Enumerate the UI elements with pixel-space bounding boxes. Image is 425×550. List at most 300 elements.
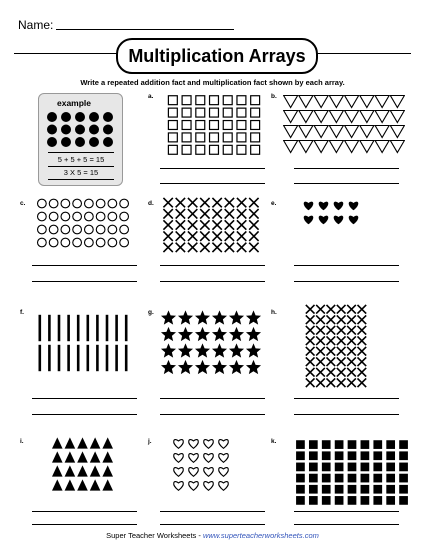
- square-shape: [237, 96, 246, 105]
- problem-letter: k.: [271, 438, 277, 445]
- bar-shape: [48, 345, 51, 371]
- triangle-up-shape: [90, 465, 101, 476]
- triangle-up-shape: [90, 479, 101, 490]
- x-shape: [176, 243, 185, 252]
- heart-shape: [319, 202, 329, 211]
- x-shape: [316, 357, 325, 366]
- circle-shape: [73, 225, 82, 234]
- heart-outline-shape: [189, 468, 199, 477]
- x-shape: [200, 231, 209, 240]
- square-shape: [168, 108, 177, 117]
- square-shape: [223, 145, 232, 154]
- square-filled-shape: [335, 485, 344, 494]
- x-shape: [188, 209, 197, 218]
- x-shape: [188, 231, 197, 240]
- example-dot: [89, 137, 99, 147]
- x-shape: [237, 243, 246, 252]
- triangle-down-shape: [345, 126, 359, 138]
- x-shape: [200, 209, 209, 218]
- footer-link[interactable]: www.superteacherworksheets.com: [202, 531, 319, 540]
- x-shape: [337, 347, 346, 356]
- x-shape: [237, 231, 246, 240]
- square-shape: [182, 96, 191, 105]
- triangle-down-shape: [314, 96, 328, 108]
- answer-line[interactable]: [160, 524, 265, 525]
- x-shape: [357, 315, 366, 324]
- triangle-up-shape: [102, 465, 113, 476]
- circle-shape: [49, 225, 58, 234]
- square-filled-shape: [386, 474, 395, 483]
- array-square-filled: [294, 439, 410, 506]
- array-x: [162, 197, 260, 253]
- x-shape: [347, 336, 356, 345]
- heart-outline-shape: [219, 440, 229, 449]
- x-shape: [212, 198, 221, 207]
- square-shape: [223, 108, 232, 117]
- square-filled-shape: [399, 440, 408, 449]
- square-filled-shape: [322, 463, 331, 472]
- triangle-down-shape: [299, 126, 313, 138]
- heart-outline-shape: [219, 482, 229, 491]
- circle-shape: [108, 199, 117, 208]
- circle-shape: [73, 238, 82, 247]
- x-shape: [163, 220, 172, 229]
- heart-outline-shape: [204, 440, 214, 449]
- x-shape: [347, 315, 356, 324]
- answer-line[interactable]: [294, 511, 399, 512]
- triangle-down-shape: [360, 141, 374, 153]
- circle-shape: [85, 225, 94, 234]
- triangle-down-shape: [314, 111, 328, 123]
- star-shape: [161, 310, 176, 324]
- x-shape: [225, 220, 234, 229]
- x-shape: [306, 315, 315, 324]
- example-dot: [61, 125, 71, 135]
- square-filled-shape: [399, 463, 408, 472]
- square-filled-shape: [373, 496, 382, 505]
- square-shape: [251, 121, 260, 130]
- circle-shape: [96, 225, 105, 234]
- square-shape: [196, 108, 205, 117]
- triangle-up-shape: [102, 437, 113, 448]
- star-shape: [195, 310, 210, 324]
- square-filled-shape: [399, 485, 408, 494]
- example-addition-fact: 5 + 5 + 5 = 15: [57, 155, 105, 164]
- triangle-up-shape: [102, 479, 113, 490]
- x-shape: [249, 243, 258, 252]
- bar-shape: [87, 315, 90, 341]
- answer-line[interactable]: [294, 168, 399, 169]
- circle-shape: [108, 238, 117, 247]
- triangle-down-shape: [375, 96, 389, 108]
- heart-shape: [334, 216, 344, 225]
- triangle-up-shape: [65, 437, 76, 448]
- answer-line[interactable]: [160, 414, 265, 415]
- circle-shape: [96, 238, 105, 247]
- bar-shape: [87, 345, 90, 371]
- x-shape: [337, 305, 346, 314]
- bar-shape: [77, 345, 80, 371]
- answer-line[interactable]: [32, 398, 137, 399]
- star-shape: [212, 360, 227, 374]
- triangle-down-shape: [299, 141, 313, 153]
- bar-shape: [48, 315, 51, 341]
- triangle-down-shape: [284, 111, 298, 123]
- square-shape: [237, 108, 246, 117]
- answer-line[interactable]: [160, 281, 265, 282]
- triangle-up-shape: [52, 465, 63, 476]
- bar-shape: [39, 315, 42, 341]
- x-shape: [225, 231, 234, 240]
- square-filled-shape: [296, 463, 305, 472]
- square-filled-shape: [373, 474, 382, 483]
- example-line-3: [48, 179, 114, 180]
- triangle-up-shape: [65, 451, 76, 462]
- x-shape: [357, 368, 366, 377]
- x-shape: [357, 336, 366, 345]
- x-shape: [326, 315, 335, 324]
- bar-shape: [39, 345, 42, 371]
- square-filled-shape: [322, 474, 331, 483]
- star-shape: [178, 327, 193, 341]
- triangle-up-shape: [77, 451, 88, 462]
- heart-outline-shape: [189, 454, 199, 463]
- circle-shape: [85, 212, 94, 221]
- square-filled-shape: [386, 485, 395, 494]
- answer-line[interactable]: [160, 511, 265, 512]
- square-shape: [168, 133, 177, 142]
- heart-shape: [349, 216, 359, 225]
- square-shape: [210, 133, 219, 142]
- square-shape: [223, 121, 232, 130]
- answer-line[interactable]: [160, 398, 265, 399]
- triangle-down-shape: [329, 141, 343, 153]
- heart-outline-shape: [189, 482, 199, 491]
- example-dot: [103, 125, 113, 135]
- problem-letter: d.: [148, 200, 154, 207]
- x-shape: [316, 368, 325, 377]
- square-filled-shape: [335, 496, 344, 505]
- heart-outline-shape: [174, 440, 184, 449]
- square-shape: [182, 133, 191, 142]
- x-shape: [326, 336, 335, 345]
- answer-line[interactable]: [32, 524, 137, 525]
- square-filled-shape: [373, 463, 382, 472]
- x-shape: [316, 378, 325, 387]
- array-star: [160, 310, 262, 376]
- square-shape: [182, 121, 191, 130]
- answer-line[interactable]: [32, 281, 137, 282]
- bar-shape: [67, 315, 70, 341]
- square-filled-shape: [335, 463, 344, 472]
- square-shape: [196, 121, 205, 130]
- x-shape: [200, 243, 209, 252]
- problem-letter: h.: [271, 309, 277, 316]
- square-shape: [210, 121, 219, 130]
- x-shape: [357, 378, 366, 387]
- square-shape: [237, 145, 246, 154]
- heart-outline-shape: [174, 468, 184, 477]
- x-shape: [163, 198, 172, 207]
- x-shape: [347, 305, 356, 314]
- x-shape: [326, 378, 335, 387]
- x-shape: [306, 368, 315, 377]
- heart-outline-shape: [204, 482, 214, 491]
- triangle-up-shape: [52, 451, 63, 462]
- square-filled-shape: [386, 451, 395, 460]
- square-filled-shape: [309, 496, 318, 505]
- page-title: Multiplication Arrays: [116, 38, 318, 74]
- circle-shape: [49, 199, 58, 208]
- triangle-down-shape: [360, 111, 374, 123]
- answer-line[interactable]: [294, 183, 399, 184]
- square-shape: [210, 145, 219, 154]
- answer-line[interactable]: [160, 183, 265, 184]
- x-shape: [188, 243, 197, 252]
- triangle-down-shape: [314, 126, 328, 138]
- x-shape: [249, 231, 258, 240]
- x-shape: [163, 243, 172, 252]
- triangle-down-shape: [329, 111, 343, 123]
- star-shape: [229, 310, 244, 324]
- x-shape: [200, 198, 209, 207]
- square-shape: [251, 133, 260, 142]
- square-filled-shape: [335, 474, 344, 483]
- example-dot: [47, 125, 57, 135]
- star-shape: [178, 310, 193, 324]
- answer-line[interactable]: [294, 281, 399, 282]
- square-filled-shape: [296, 440, 305, 449]
- star-shape: [246, 360, 261, 374]
- x-shape: [326, 347, 335, 356]
- problem-letter: a.: [148, 93, 154, 100]
- x-shape: [357, 357, 366, 366]
- triangle-up-shape: [102, 451, 113, 462]
- triangle-down-shape: [360, 126, 374, 138]
- x-shape: [357, 305, 366, 314]
- square-shape: [237, 133, 246, 142]
- x-shape: [237, 209, 246, 218]
- square-filled-shape: [322, 496, 331, 505]
- answer-line[interactable]: [294, 524, 399, 525]
- x-shape: [357, 347, 366, 356]
- square-filled-shape: [361, 451, 370, 460]
- square-shape: [182, 145, 191, 154]
- triangle-down-shape: [390, 96, 404, 108]
- square-filled-shape: [296, 496, 305, 505]
- x-shape: [337, 357, 346, 366]
- bar-shape: [125, 315, 128, 341]
- x-shape: [249, 209, 258, 218]
- x-shape: [316, 347, 325, 356]
- heart-shape: [349, 202, 359, 211]
- circle-shape: [108, 212, 117, 221]
- x-shape: [326, 305, 335, 314]
- square-filled-shape: [322, 440, 331, 449]
- x-shape: [237, 198, 246, 207]
- answer-line[interactable]: [32, 511, 137, 512]
- problem-letter: c.: [20, 200, 26, 207]
- square-filled-shape: [322, 485, 331, 494]
- x-shape: [306, 378, 315, 387]
- x-shape: [347, 347, 356, 356]
- x-shape: [225, 209, 234, 218]
- example-dot: [89, 112, 99, 122]
- circle-shape: [38, 225, 47, 234]
- x-shape: [337, 368, 346, 377]
- square-shape: [210, 96, 219, 105]
- x-shape: [337, 326, 346, 335]
- star-shape: [212, 343, 227, 357]
- square-filled-shape: [296, 474, 305, 483]
- array-heart: [301, 198, 361, 226]
- array-heart-outline: [171, 436, 231, 492]
- x-shape: [200, 220, 209, 229]
- heart-outline-shape: [174, 454, 184, 463]
- square-shape: [223, 133, 232, 142]
- array-x: [305, 304, 367, 388]
- star-shape: [161, 360, 176, 374]
- x-shape: [212, 209, 221, 218]
- answer-line[interactable]: [294, 265, 399, 266]
- problem-letter: j.: [148, 438, 152, 445]
- square-filled-shape: [309, 474, 318, 483]
- x-shape: [212, 243, 221, 252]
- square-shape: [210, 108, 219, 117]
- square-filled-shape: [309, 463, 318, 472]
- square-shape: [168, 121, 177, 130]
- answer-line[interactable]: [294, 414, 399, 415]
- answer-line[interactable]: [32, 414, 137, 415]
- triangle-down-shape: [299, 96, 313, 108]
- answer-line[interactable]: [32, 265, 137, 266]
- square-filled-shape: [309, 485, 318, 494]
- example-dot: [75, 125, 85, 135]
- bar-shape: [115, 315, 118, 341]
- circle-shape: [96, 212, 105, 221]
- circle-shape: [85, 199, 94, 208]
- circle-shape: [120, 225, 129, 234]
- array-square: [166, 94, 262, 156]
- square-shape: [196, 145, 205, 154]
- example-line-1: [48, 152, 114, 153]
- triangle-down-shape: [299, 111, 313, 123]
- array-triangle-up: [51, 436, 114, 492]
- x-shape: [176, 198, 185, 207]
- bar-shape: [58, 345, 61, 371]
- square-filled-shape: [373, 440, 382, 449]
- circle-shape: [38, 212, 47, 221]
- square-shape: [168, 145, 177, 154]
- circle-shape: [120, 199, 129, 208]
- problem-letter: f.: [20, 309, 24, 316]
- triangle-down-shape: [390, 141, 404, 153]
- square-filled-shape: [322, 451, 331, 460]
- x-shape: [337, 378, 346, 387]
- bar-shape: [58, 315, 61, 341]
- star-shape: [195, 327, 210, 341]
- example-dot: [61, 137, 71, 147]
- square-filled-shape: [348, 496, 357, 505]
- triangle-down-shape: [375, 126, 389, 138]
- triangle-down-shape: [329, 126, 343, 138]
- heart-shape: [334, 202, 344, 211]
- x-shape: [306, 326, 315, 335]
- example-dot: [89, 125, 99, 135]
- bar-shape: [96, 345, 99, 371]
- star-shape: [178, 343, 193, 357]
- star-shape: [212, 327, 227, 341]
- x-shape: [347, 326, 356, 335]
- star-shape: [246, 310, 261, 324]
- x-shape: [163, 231, 172, 240]
- answer-line[interactable]: [160, 265, 265, 266]
- problem-letter: g.: [148, 309, 154, 316]
- x-shape: [326, 368, 335, 377]
- triangle-down-shape: [345, 96, 359, 108]
- star-shape: [195, 343, 210, 357]
- array-triangle-down: [283, 94, 405, 154]
- triangle-down-shape: [314, 141, 328, 153]
- x-shape: [306, 305, 315, 314]
- x-shape: [347, 368, 356, 377]
- circle-shape: [73, 212, 82, 221]
- circle-shape: [96, 199, 105, 208]
- triangle-up-shape: [90, 437, 101, 448]
- example-dot: [61, 112, 71, 122]
- square-shape: [251, 96, 260, 105]
- bar-shape: [106, 345, 109, 371]
- example-dot: [75, 137, 85, 147]
- square-filled-shape: [348, 440, 357, 449]
- square-shape: [182, 108, 191, 117]
- bar-shape: [77, 315, 80, 341]
- x-shape: [176, 209, 185, 218]
- square-filled-shape: [348, 485, 357, 494]
- square-filled-shape: [373, 451, 382, 460]
- x-shape: [306, 336, 315, 345]
- example-dot: [47, 137, 57, 147]
- triangle-down-shape: [345, 141, 359, 153]
- x-shape: [225, 198, 234, 207]
- x-shape: [176, 231, 185, 240]
- square-shape: [196, 96, 205, 105]
- circle-shape: [120, 238, 129, 247]
- triangle-down-shape: [345, 111, 359, 123]
- triangle-down-shape: [329, 96, 343, 108]
- x-shape: [316, 305, 325, 314]
- circle-shape: [61, 225, 70, 234]
- answer-line[interactable]: [294, 398, 399, 399]
- star-shape: [195, 360, 210, 374]
- star-shape: [212, 310, 227, 324]
- heart-outline-shape: [204, 454, 214, 463]
- circle-shape: [120, 212, 129, 221]
- footer-text: Super Teacher Worksheets -: [106, 531, 203, 540]
- triangle-down-shape: [284, 96, 298, 108]
- answer-line[interactable]: [160, 168, 265, 169]
- circle-shape: [73, 199, 82, 208]
- square-shape: [168, 96, 177, 105]
- square-filled-shape: [309, 451, 318, 460]
- x-shape: [306, 347, 315, 356]
- circle-shape: [85, 238, 94, 247]
- circle-shape: [108, 225, 117, 234]
- x-shape: [326, 326, 335, 335]
- heart-outline-shape: [204, 468, 214, 477]
- bar-shape: [106, 315, 109, 341]
- heart-outline-shape: [174, 482, 184, 491]
